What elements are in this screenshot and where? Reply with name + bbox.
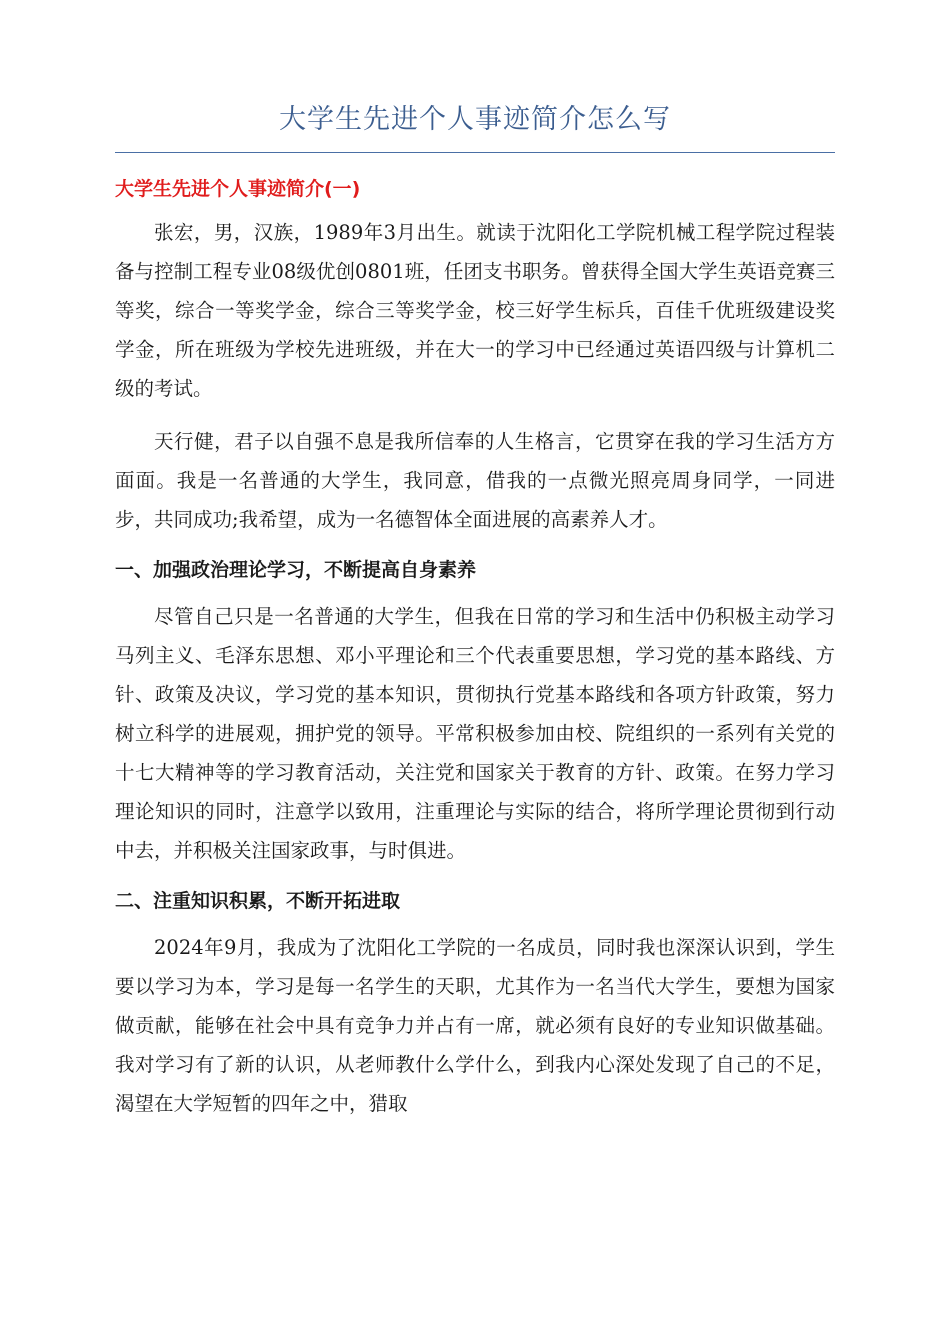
title-divider xyxy=(115,152,835,153)
section-2-paragraph: 2024年9月，我成为了沈阳化工学院的一名成员，同时我也深深认识到，学生要以学习为本，学习是每一名学生的天职，尤其作为一名当代大学生，要想为国家做贡献，能够在社会中具有竞争力并占有一席，就必须有良好的专业知识做基础。我对学习有了新的认识，从老师教什么学什么，到我内心深处发现了自己的不足，渴望在大学短暂的四年之中，猎取 xyxy=(115,936,835,1115)
section-heading-1: 一、加强政治理论学习，不断提高自身素养 xyxy=(115,559,477,581)
section-1-paragraph: 尽管自己只是一名普通的大学生，但我在日常的学习和生活中仍积极主动学习马列主义、毛泽东思想、邓小平理论和三个代表重要思想，学习党的基本路线、方针、政策及决议，学习党的基本知识，贯彻执行党基本路线和各项方针政策，努力树立科学的进展观，拥护党的领导。平常积极参加由校、院组织的一系列有关党的十七大精神等的学习教育活动，关注党和国家关于教育的方针、政策。在努力学习理论知识的同时，注意学以致用，注重理论与实际的结合，将所学理论贯彻到行动中去，并积极关注国家政事，与时俱进。 xyxy=(115,605,835,862)
paragraph-motto: 天行健，君子以自强不息是我所信奉的人生格言，它贯穿在我的学习生活方方面面。我是一名普通的大学生，我同意，借我的一点微光照亮周身同学，一同进步，共同成功;我希望，成为一名德智体全面进展的高素养人才。 xyxy=(115,430,835,531)
section-heading-2: 二、注重知识积累，不断开拓进取 xyxy=(115,890,401,912)
document-title: 大学生先进个人事迹简介怎么写 xyxy=(279,104,671,135)
document-page xyxy=(115,100,835,1137)
article-subheading: 大学生先进个人事迹简介(一) xyxy=(115,178,361,200)
paragraph-intro: 张宏，男，汉族，1989年3月出生。就读于沈阳化工学院机械工程学院过程装备与控制工程专业08级优创0801班，任团支书职务。曾获得全国大学生英语竞赛三等奖，综合一等奖学金，综合三等奖学金，校三好学生标兵，百佳千优班级建设奖学金，所在班级为学校先进班级，并在大一的学习中已经通过英语四级与计算机二级的考试。 xyxy=(115,221,835,400)
